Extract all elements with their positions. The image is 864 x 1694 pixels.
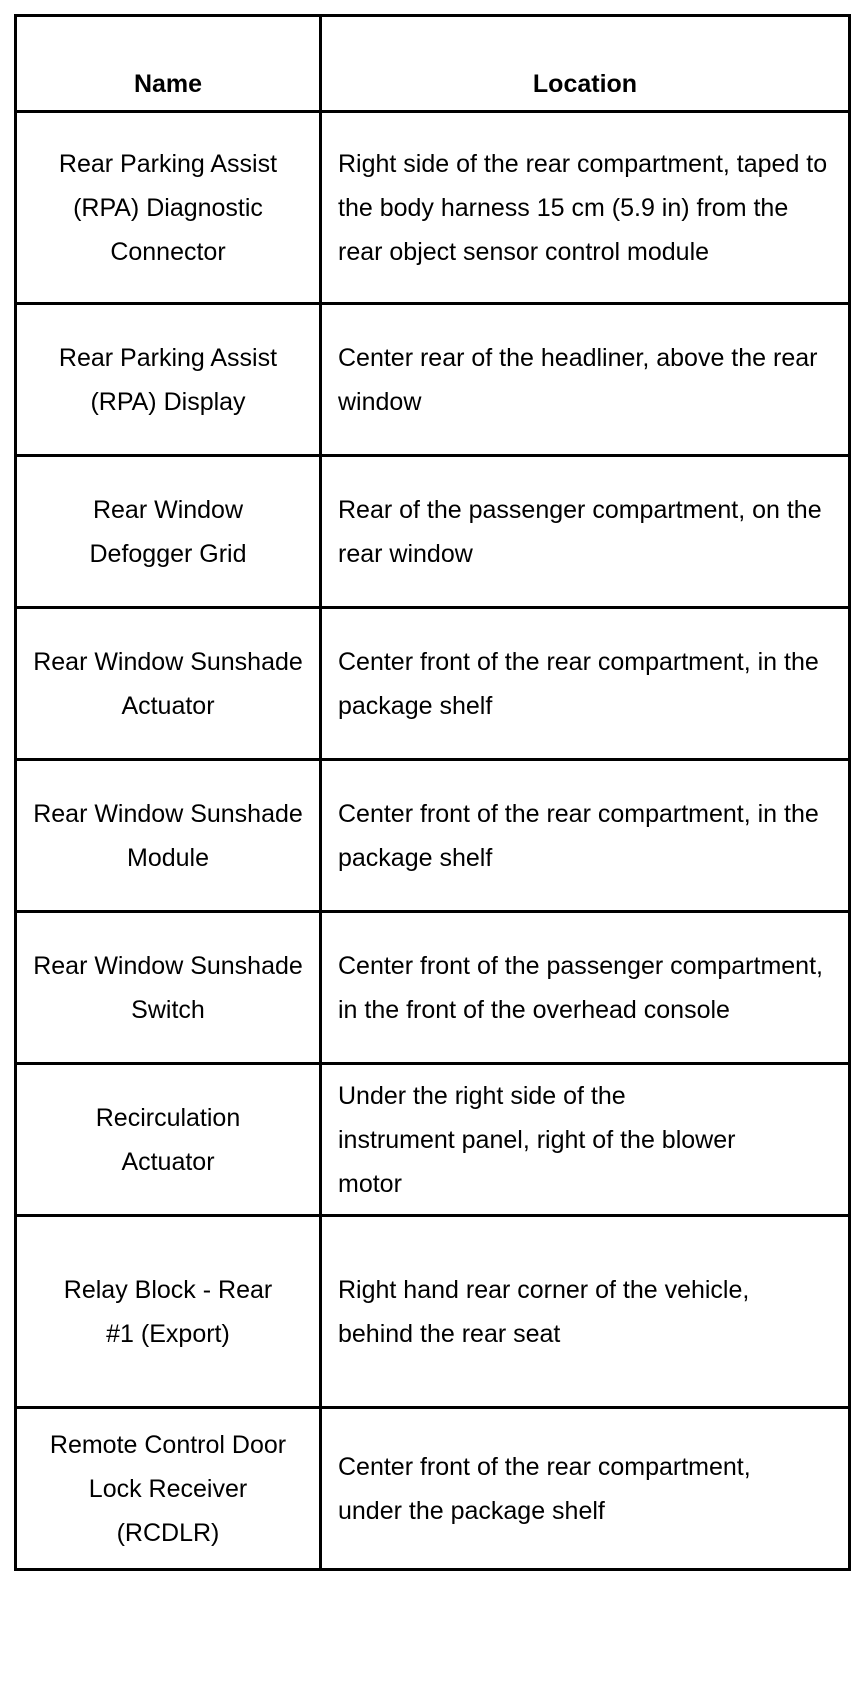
component-name: Rear Window Sunshade Actuator xyxy=(33,647,303,720)
component-location-cell xyxy=(321,456,850,608)
component-name: Rear Parking Assist (RPA) Diagnostic Connector xyxy=(58,149,278,266)
table-row xyxy=(16,456,850,608)
component-name-cell xyxy=(16,1064,321,1216)
component-name-cell xyxy=(16,304,321,456)
column-header-name: Name xyxy=(16,16,321,112)
component-name: Rear Window Sunshade Switch xyxy=(33,951,303,1024)
table-row xyxy=(16,1216,850,1408)
component-location-cell xyxy=(321,1216,850,1408)
component-location-cell xyxy=(321,1408,850,1570)
component-location: Center rear of the headliner, above the rear window xyxy=(338,343,818,416)
component-name-cell xyxy=(16,912,321,1064)
component-name: Rear Window Defogger Grid xyxy=(89,495,247,568)
component-location: Under the right side of the instrument panel, right of the blower motor xyxy=(338,1081,736,1198)
component-name-cell xyxy=(16,112,321,304)
component-name-cell xyxy=(16,456,321,608)
table-row xyxy=(16,304,850,456)
component-name: Rear Parking Assist (RPA) Display xyxy=(58,343,278,416)
component-location-cell xyxy=(321,912,850,1064)
component-location: Center front of the rear compartment, in the package shelf xyxy=(338,647,819,720)
component-name-cell xyxy=(16,760,321,912)
component-location-cell xyxy=(321,608,850,760)
table-row xyxy=(16,1408,850,1570)
component-location: Rear of the passenger compartment, on the rear window xyxy=(338,495,822,568)
component-location-table xyxy=(14,14,851,1571)
component-location-cell xyxy=(321,304,850,456)
table-row xyxy=(16,760,850,912)
table-row xyxy=(16,608,850,760)
component-name-cell xyxy=(16,608,321,760)
component-location: Center front of the passenger compartment, in the front of the overhead console xyxy=(338,951,823,1024)
table-row xyxy=(16,112,850,304)
component-location: Center front of the rear compartment, under the package shelf xyxy=(338,1452,751,1525)
component-name-cell xyxy=(16,1408,321,1570)
table-header-row xyxy=(16,16,850,112)
component-name: Remote Control Door Lock Receiver (RCDLR) xyxy=(49,1430,287,1547)
component-name: Rear Window Sunshade Module xyxy=(33,799,303,872)
component-location-cell xyxy=(321,760,850,912)
component-name: Recirculation Actuator xyxy=(95,1103,241,1176)
component-location-cell xyxy=(321,112,850,304)
column-header-location: Location xyxy=(321,16,850,112)
component-name: Relay Block - Rear #1 (Export) xyxy=(63,1275,273,1348)
component-location: Right side of the rear compartment, taped to the body harness 15 cm (5.9 in) from the rear object sensor control module xyxy=(338,149,828,266)
component-location: Center front of the rear compartment, in the package shelf xyxy=(338,799,819,872)
table-row xyxy=(16,912,850,1064)
table-row xyxy=(16,1064,850,1216)
component-location: Right hand rear corner of the vehicle, behind the rear seat xyxy=(338,1275,750,1348)
component-location-cell xyxy=(321,1064,850,1216)
component-name-cell xyxy=(16,1216,321,1408)
